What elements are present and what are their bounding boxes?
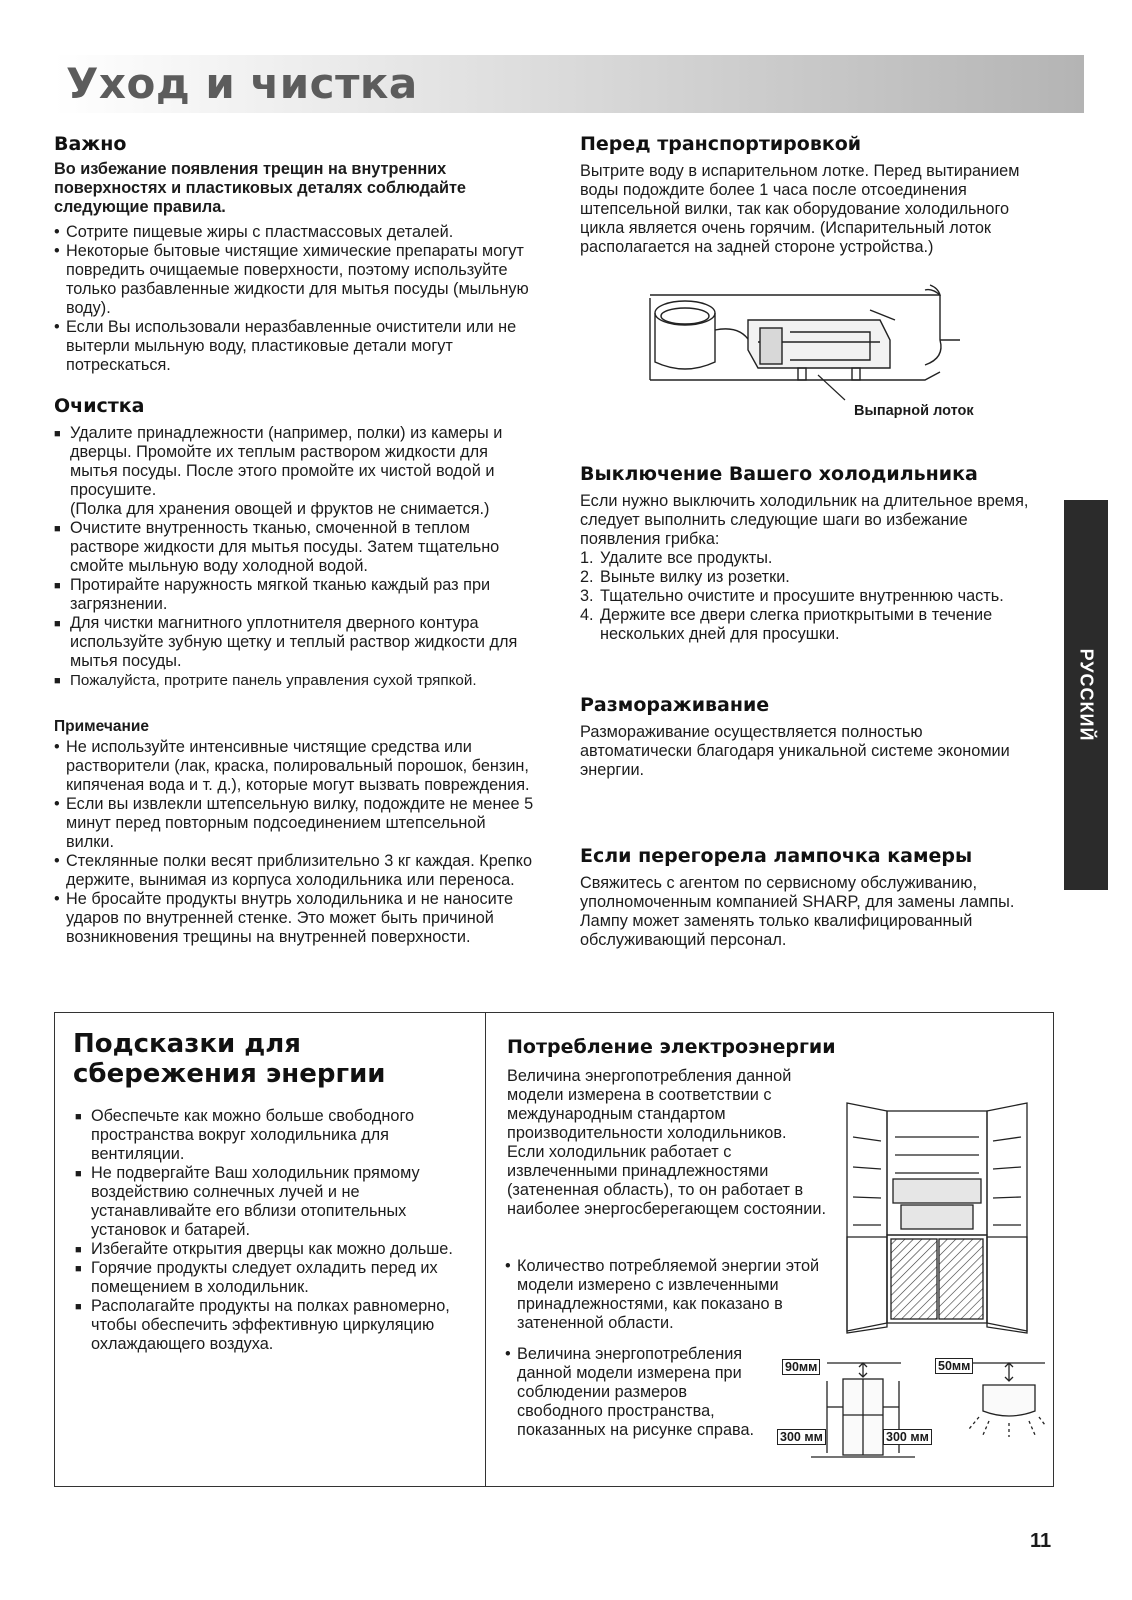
list-item: ■ Располагайте продукты на полках равномерно, чтобы обеспечить эффективную циркуляцию охлаждающего воздуха. [75,1297,453,1354]
consumption-heading: Потребление электроэнергии [507,1036,836,1058]
tips-divider [485,1013,486,1486]
important-heading: Важно [54,133,127,155]
note-heading: Примечание [54,718,149,735]
list-item: ■ Горячие продукты следует охладить перед их помещением в холодильник. [75,1259,453,1297]
consumption-bullet-2 [505,1345,765,1440]
language-tab [1064,500,1108,890]
transport-section [580,132,1035,257]
lamp-heading: Если перегорела лампочка камеры [580,845,973,867]
defrost-section [580,693,1020,780]
cleaning-heading: Очистка [54,395,145,417]
important-list [54,223,534,375]
list-item: • Количество потребляемой энергии этой модели измерено с извлеченными принадлежностями, как показано в затененной области. [505,1257,835,1333]
list-item: • Не используйте интенсивные чистящие средства или растворители (лак, краска, полировальный порошок, бензин, кипяченая вода и т. д.), которые могут вызвать повреждения. [54,738,534,795]
transport-heading: Перед транспортировкой [580,133,862,155]
dim-top-alt-label: 50мм [935,1358,973,1374]
energy-tips-box [54,1012,1054,1487]
vegetable-note: (Полка для хранения овощей и фруктов не снимается.) [70,500,490,518]
list-item: • Не бросайте продукты внутрь холодильника и не наносите ударов по внутренней стенке. Это может быть причиной возникновения трещины на внутренней поверхности. [54,890,534,947]
important-intro: Во избежание появления трещин на внутренних поверхностях и пластиковых деталях соблюдайте следующие правила. [54,160,466,216]
dim-left-label: 300 мм [777,1429,826,1445]
list-item: ■ Избегайте открытия дверцы как можно дольше. [75,1240,453,1259]
dim-top-label: 90мм [782,1359,820,1375]
lamp-text: Свяжитесь с агентом по сервисному обслуживанию, уполномоченным компанией SHARP, для замены лампы. Лампу может заменять только квалифицированный обслуживающий персонал. [580,874,1015,949]
list-item: • Некоторые бытовые чистящие химические препараты могут повредить очищаемые поверхности, поэтому используйте только разбавленные жидкости для мытья посуды (мыльную воду). [54,242,534,318]
switch-off-section [580,462,1050,644]
energy-tips-heading: Подсказки для сбережения энергии [73,1029,386,1089]
consumption-text: Величина энергопотребления данной модели измерена в соответствии с международным стандартом производительности холодильников. Если холодильник работает с извлеченными принадлежностями (затененная область), то он работает в наиболее энергосберегающем состоянии. [507,1067,826,1218]
note-section [54,718,534,947]
list-item: • Сотрите пищевые жиры с пластмассовых деталей. [54,223,534,242]
energy-tips-section [73,1029,453,1354]
switch-off-heading: Выключение Вашего холодильника [580,463,978,485]
refrigerator-open-illustration [843,1097,1031,1343]
list-item: ■ Не подвергайте Ваш холодильник прямому воздействию солнечных лучей и не устанавливайте его вблизи отопительных установок и батарей. [75,1164,453,1240]
list-item: 3. Тщательно очистите и просушите внутреннюю часть. [580,587,1004,605]
list-item: 4. Держите все двери слегка приоткрытыми в течение нескольких дней для просушки. [580,606,993,643]
energy-tips-list [75,1107,453,1354]
transport-text: Вытрите воду в испарительном лотке. Перед вытиранием воды подождите более 1 часа после отсоединения штепсельной вилки, так как оборудование холодильного цикла является очень горячим. (Испарительный лоток располагается на задней стороне устройства.) [580,162,1020,256]
list-item: 2. Выньте вилку из розетки. [580,568,790,586]
dim-right-label: 300 мм [883,1429,932,1445]
consumption-section [507,1035,1007,1059]
switch-off-steps [580,549,1050,644]
list-item: • Если вы извлекли штепсельную вилку, подождите не менее 5 минут перед повторным подсоединением штепсельной вилки. [54,795,534,852]
page-title: Уход и чистка [66,59,418,108]
defrost-text: Размораживание осуществляется полностью автоматически благодаря уникальной системе экономии энергии. [580,723,1010,779]
list-item: • Если Вы использовали неразбавленные очистители или не вытерли мыльную воду, пластиковые детали могут потрескаться. [54,318,534,375]
list-item: 1. Удалите все продукты. [580,549,773,567]
cleaning-list [54,424,534,690]
important-section [54,132,534,375]
evaporator-tray-label: Выпарной лоток [854,403,974,419]
list-item: ■ Протирайте наружность мягкой тканью каждый раз при загрязнении. [54,576,534,614]
cleaning-section [54,394,534,690]
list-item: ■ Обеспечьте как можно больше свободного пространства вокруг холодильника для вентиляции. [75,1107,453,1164]
language-tab-label: РУССКИЙ [1076,648,1097,742]
list-item: ■ Удалите принадлежности (например, полки) из камеры и дверцы. Промойте их теплым раствором жидкости для мытья посуды. После этого промойте их чистой водой и просушите. (Полка для хранения овощей и фруктов не снимается.) [54,424,534,519]
list-item: ■ Пожалуйста, протрите панель управления сухой тряпкой. [54,671,534,690]
lamp-section [580,844,1045,950]
switch-off-intro: Если нужно выключить холодильник на длительное время, следует выполнить следующие шаги во избежание появления грибка: [580,492,1029,548]
list-item: ■ Для чистки магнитного уплотнителя дверного контура используйте зубную щетку и теплый раствор жидкости для мытья посуды. [54,614,534,671]
list-item: • Стеклянные полки весят приблизительно 3 кг каждая. Крепко держите, вынимая из корпуса холодильника или переноса. [54,852,534,890]
consumption-bullet-1 [505,1257,835,1333]
list-item: ■ Очистите внутренность тканью, смоченной в теплом растворе жидкости для мытья посуды. Затем тщательно смойте мыльную воду холодной водой. [54,519,534,576]
title-bar [54,55,1084,113]
note-list [54,738,534,947]
page-number: 11 [1030,1530,1052,1552]
defrost-heading: Размораживание [580,694,770,716]
list-item: • Величина энергопотребления данной модели измерена при соблюдении размеров свободного пространства, показанных на рисунке справа. [505,1345,765,1440]
